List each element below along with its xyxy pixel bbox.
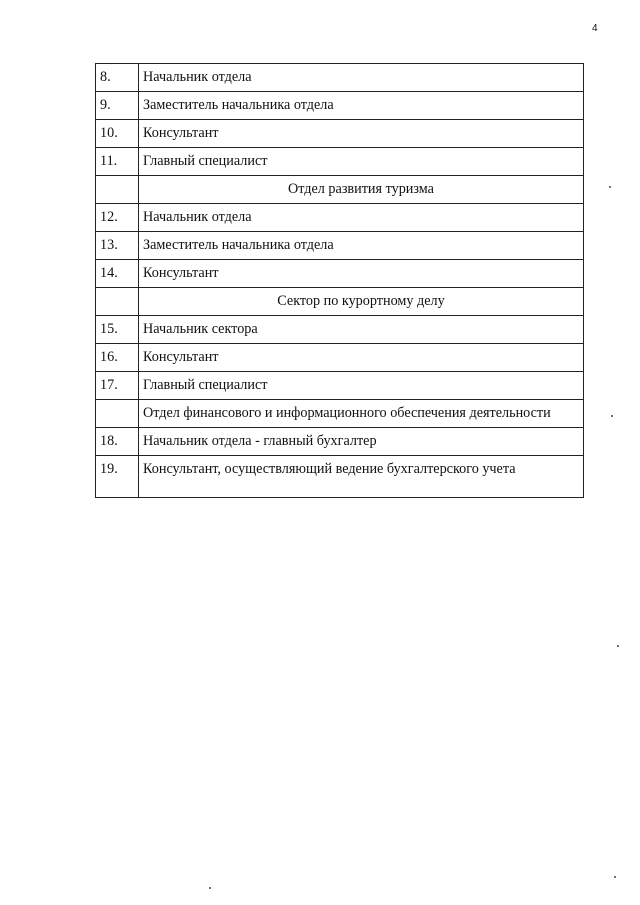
table-row [96, 316, 584, 344]
department-title: Отдел развития туризма [139, 176, 584, 204]
table-row [96, 428, 584, 456]
department-title: Сектор по курортному делу [139, 288, 584, 316]
table-row [96, 120, 584, 148]
table-row [96, 92, 584, 120]
table-row [96, 204, 584, 232]
section-row [96, 288, 584, 316]
position-title: Начальник отдела - главный бухгалтер [139, 428, 584, 456]
position-title: Заместитель начальника отдела [139, 232, 584, 260]
position-title: Главный специалист [139, 148, 584, 176]
row-number: 18. [96, 428, 139, 456]
row-number: 11. [96, 148, 139, 176]
table-row [96, 148, 584, 176]
table-row [96, 344, 584, 372]
position-title: Консультант [139, 120, 584, 148]
position-title: Начальник отдела [139, 204, 584, 232]
row-number: 13. [96, 232, 139, 260]
row-number: 8. [96, 64, 139, 92]
row-number: 16. [96, 344, 139, 372]
position-title: Главный специалист [139, 372, 584, 400]
position-title: Консультант, осуществляющий ведение бухгалтерского учета [139, 456, 584, 498]
table-row [96, 64, 584, 92]
staff-positions-table [95, 63, 584, 498]
row-number [96, 288, 139, 316]
row-number: 15. [96, 316, 139, 344]
row-number: 9. [96, 92, 139, 120]
table-row [96, 456, 584, 498]
table-row [96, 372, 584, 400]
position-title: Консультант [139, 344, 584, 372]
table-row [96, 232, 584, 260]
staff-table-body [96, 64, 584, 498]
scan-speck [611, 415, 613, 417]
position-title: Начальник сектора [139, 316, 584, 344]
position-title: Начальник отдела [139, 64, 584, 92]
department-title: Отдел финансового и информационного обеспечения деятельности [139, 400, 584, 428]
row-number [96, 176, 139, 204]
row-number: 17. [96, 372, 139, 400]
page-number: 4 [592, 23, 598, 34]
position-title: Консультант [139, 260, 584, 288]
row-number: 10. [96, 120, 139, 148]
row-number: 12. [96, 204, 139, 232]
row-number: 14. [96, 260, 139, 288]
table-row [96, 260, 584, 288]
scan-speck [209, 887, 211, 889]
position-title: Заместитель начальника отдела [139, 92, 584, 120]
scan-speck [609, 186, 611, 188]
scan-speck [614, 876, 616, 878]
scan-speck [617, 645, 619, 647]
section-row [96, 176, 584, 204]
section-row [96, 400, 584, 428]
row-number: 19. [96, 456, 139, 498]
row-number [96, 400, 139, 428]
